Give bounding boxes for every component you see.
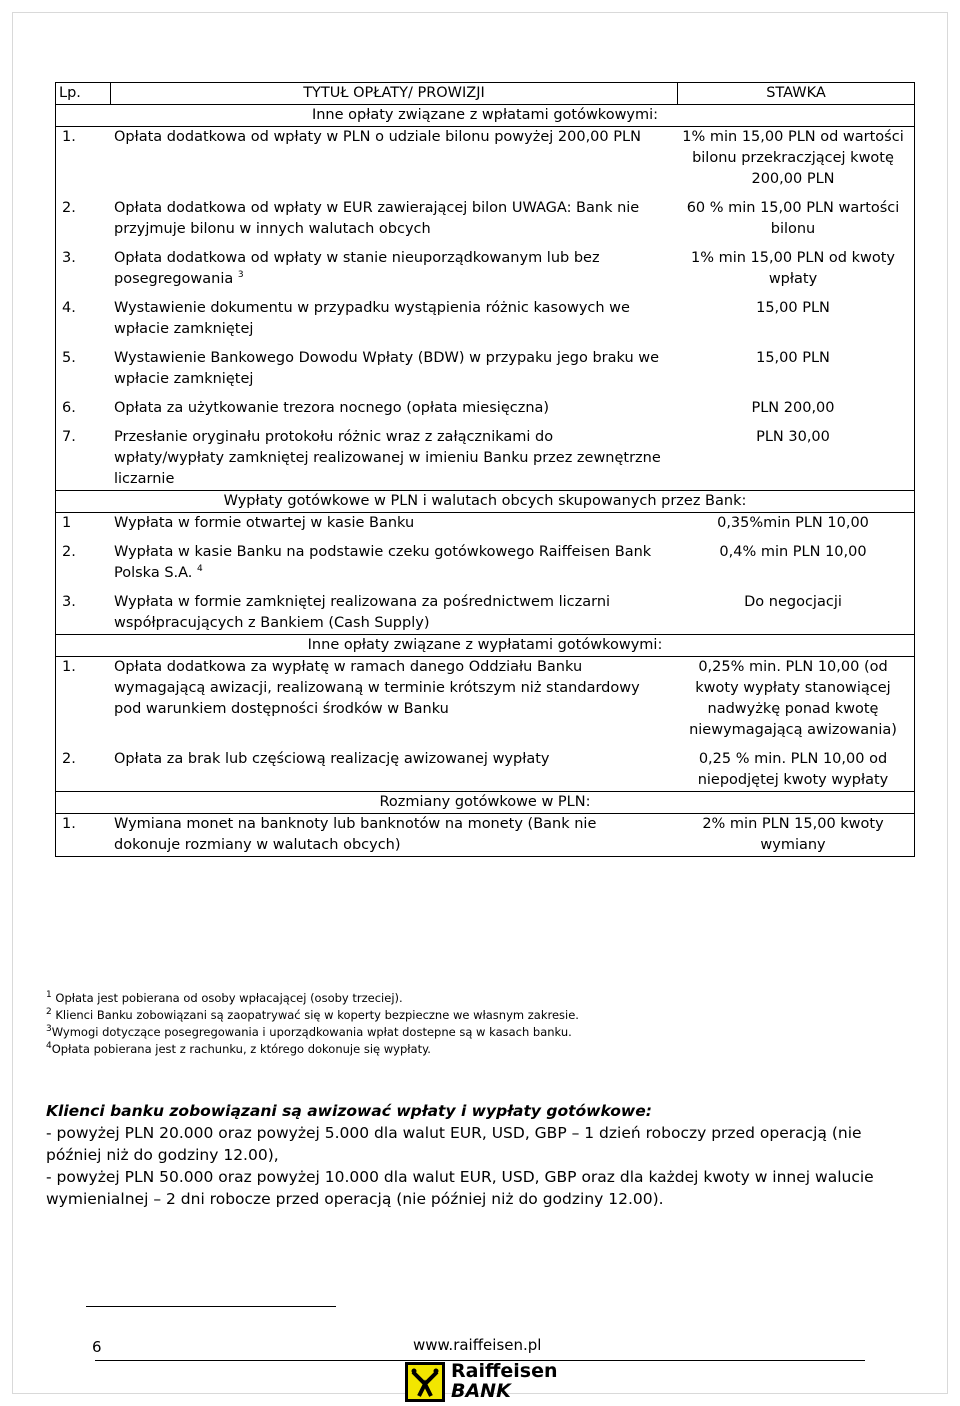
item-description-text: Opłata za użytkowanie trezora nocnego (opłata miesięczna) [114,400,550,416]
item-description-text: Opłata dodatkowa od wpłaty w PLN o udziale bilonu powyżej 200,00 PLN [114,129,641,145]
table-row [59,127,911,190]
item-rate: PLN 200,00 [751,400,835,416]
item-number: 6. [62,400,76,416]
item-description-text: Opłata dodatkowa od wpłaty w stanie nieuporządkowanym lub bez posegregowania [114,250,600,287]
section-items-row [56,814,915,857]
row-gap [59,741,911,749]
item-rate: 0,25 % min. PLN 10,00 od niepodjętej kwoty wypłaty [697,751,889,788]
item-description [111,198,675,240]
website-link[interactable]: www.raiffeisen.pl [413,1336,542,1354]
row-gap [59,390,911,398]
item-rate: 0,25% min. PLN 10,00 (od kwoty wypłaty stanowiącej nadwyżkę ponad kwotę niewymagającą awizowania) [689,659,897,738]
item-description [111,298,675,340]
item-rate: 15,00 PLN [756,300,830,316]
fees-table [55,82,915,857]
section-items [59,657,911,791]
item-description-text: Opłata dodatkowa za wypłatę w ramach danego Oddziału Banku wymagającą awizacji, realizowaną w terminie krótszym niż standardowy pod warunkiem dostępności środków w Banku [114,659,640,717]
item-description [111,542,675,584]
footnote-text: Wymogi dotyczące posegregowania i uporządkowania wpłat dostepne są w kasach banku. [51,1025,572,1039]
footnote-text: Opłata pobierana jest z rachunku, z którego dokonuje się wypłaty. [51,1042,431,1056]
item-description-text: Wystawienie dokumentu w przypadku wystąpienia różnic kasowych we wpłacie zamkniętej [114,300,630,337]
row-gap [59,340,911,348]
footnote-mark: 1 [46,990,52,1001]
sections-body [56,105,915,857]
table-row [59,542,911,584]
item-description [111,248,675,290]
item-rate: 1% min 15,00 PLN od kwoty wpłaty [690,250,896,287]
section-items [59,127,911,490]
footnote-rule [86,1306,336,1307]
row-gap [59,584,911,592]
item-description [111,749,675,791]
item-rate: 2% min PLN 15,00 kwoty wymiany [702,816,884,853]
item-rate: 60 % min 15,00 PLN wartości bilonu [686,200,900,237]
item-number: 2. [62,544,76,560]
item-rate: 0,35%min PLN 10,00 [717,515,869,531]
row-gap [59,240,911,248]
page-number: 6 [92,1338,102,1356]
row-gap [59,419,911,427]
item-description-text: Opłata za brak lub częściową realizację awizowanej wypłaty [114,751,550,767]
footnote-ref: 3 [237,270,244,281]
section-heading: Inne opłaty związane z wypłatami gotówkowymi: [56,635,915,657]
item-number: 1. [62,129,76,145]
footnote-text: Opłata jest pobierana od osoby wpłacającej (osoby trzeciej). [55,991,403,1005]
item-description-text: Wypłata w formie otwartej w kasie Banku [114,515,415,531]
section-items-row [56,513,915,635]
section-heading-row [56,105,915,127]
item-rate: 0,4% min PLN 10,00 [719,544,867,560]
section-heading-row [56,635,915,657]
footnote-mark: 3 [46,1024,52,1035]
item-rate: 15,00 PLN [756,350,830,366]
table-row [59,198,911,240]
section-heading-row [56,491,915,513]
notice [46,1100,916,1210]
footnote [46,1041,916,1058]
section-items [59,814,911,856]
item-description-text: Wymiana monet na banknoty lub banknotów na monety (Bank nie dokonuje rozmiany w walutach obcych) [114,816,597,853]
table-row [59,592,911,634]
table-row [59,298,911,340]
item-description [111,348,675,390]
notice-line: - powyżej PLN 20.000 oraz powyżej 5.000 dla walut EUR, USD, GBP – 1 dzień roboczy przed operacją (nie później niż do godziny 12.00), [46,1124,862,1164]
item-number: 1 [62,515,72,531]
row-gap [59,290,911,298]
item-number: 4. [62,300,76,316]
footnote-text: Klienci Banku zobowiązani są zaopatrywać się w koperty bezpieczne we własnym zakresie. [55,1008,579,1022]
raiffeisen-gable-icon [405,1362,445,1402]
row-gap [59,534,911,542]
section-heading: Inne opłaty związane z wpłatami gotówkowymi: [56,105,915,127]
footnote [46,990,916,1007]
item-number: 2. [62,200,76,216]
notice-line: - powyżej PLN 50.000 oraz powyżej 10.000 dla walut EUR, USD, GBP oraz dla każdej kwoty w innej walucie wymienialnej – 2 dni robocze przed operacją (nie później niż do godziny 12.00). [46,1168,874,1208]
table-row [59,749,911,791]
table-row [59,657,911,741]
footnote [46,1024,916,1041]
section-items-row [56,127,915,491]
item-description [111,513,675,534]
section-heading-row [56,792,915,814]
item-rate: 1% min 15,00 PLN od wartości bilonu przekraczjącej kwotę 200,00 PLN [682,129,904,187]
logo-text: Raiffeisen [451,1360,558,1382]
item-description [111,127,675,190]
item-description-text: Opłata dodatkowa od wpłaty w EUR zawierającej bilon UWAGA: Bank nie przyjmuje bilonu w innych walutach obcych [114,200,640,237]
table-row [59,427,911,490]
item-description-text: Wypłata w kasie Banku na podstawie czeku gotówkowego Raiffeisen Bank Polska S.A. [114,544,652,581]
item-description [111,427,675,490]
logo-text: BANK [451,1380,511,1402]
section-heading: Rozmiany gotówkowe w PLN: [56,792,915,814]
raiffeisen-logo [405,1362,570,1402]
item-description [111,592,675,634]
table-row [59,513,911,534]
item-number: 2. [62,751,76,767]
table-row [59,398,911,419]
section-items-row [56,657,915,792]
footnote-mark: 4 [46,1041,52,1052]
table-row [59,248,911,290]
item-rate: Do negocjacji [744,594,842,610]
item-number: 3. [62,250,76,266]
row-gap [59,190,911,198]
item-number: 7. [62,429,76,445]
item-rate: PLN 30,00 [756,429,830,445]
table-row [59,814,911,856]
item-description [111,657,675,741]
header-lp: Lp. [56,83,111,105]
item-description-text: Wystawienie Bankowego Dowodu Wpłaty (BDW) w przypaku jego braku we wpłacie zamkniętej [114,350,660,387]
item-number: 1. [62,659,76,675]
section-heading: Wypłaty gotówkowe w PLN i walutach obcych skupowanych przez Bank: [56,491,915,513]
footnotes [46,990,916,1058]
item-number: 3. [62,594,76,610]
item-description [111,814,675,856]
item-description [111,398,675,419]
item-number: 1. [62,816,76,832]
table-row [59,348,911,390]
table-header [56,83,915,105]
header-rate: STAWKA [678,83,915,105]
section-items [59,513,911,634]
item-description-text: Przesłanie oryginału protokołu różnic wraz z załącznikami do wpłaty/wypłaty zamkniętej realizowanej w imieniu Banku przez zewnętrzne liczarnie [114,429,661,487]
footnote [46,1007,916,1024]
item-number: 5. [62,350,76,366]
notice-title: Klienci banku zobowiązani są awizować wpłaty i wypłaty gotówkowe: [46,1102,652,1120]
footnote-mark: 2 [46,1007,52,1018]
footnote-ref: 4 [197,564,203,575]
header-title: TYTUŁ OPŁATY/ PROWIZJI [111,83,678,105]
item-description-text: Wypłata w formie zamkniętej realizowana za pośrednictwem liczarni współpracujących z Bankiem (Cash Supply) [114,594,611,631]
